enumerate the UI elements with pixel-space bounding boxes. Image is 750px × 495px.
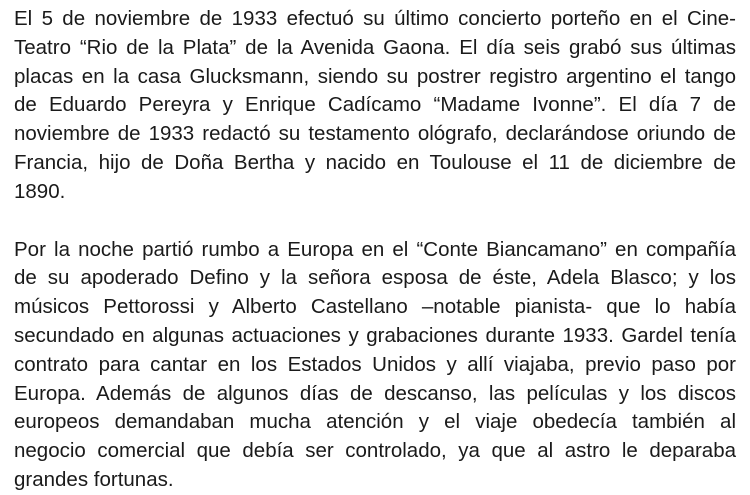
text-line: secundado en algunas actuaciones y grabaciones durante 1933. Gardel tenía	[14, 323, 736, 347]
text-line: de su apoderado Defino y la señora esposa de éste, Adela Blasco; y los	[14, 266, 736, 290]
text-line: noviembre de 1933 redactó su testamento ológrafo, declarándose oriundo de	[14, 122, 736, 146]
text-line: músicos Pettorossi y Alberto Castellano –notable pianista- que lo había	[14, 295, 736, 319]
text-line: El 5 de noviembre de 1933 efectuó su último concierto porteño en el Cine-	[14, 7, 736, 30]
paragraph-1	[14, 5, 736, 207]
text-line: Por la noche partió rumbo a Europa en el “Conte Biancamano” en compañía	[14, 237, 736, 261]
text-line: europeos demandaban mucha atención y el viaje obedecía también al	[14, 410, 736, 434]
document-body	[14, 5, 736, 495]
text-line: contrato para cantar en los Estados Unidos y allí viajaba, previo paso por	[14, 352, 736, 376]
text-line: Francia, hijo de Doña Bertha y nacido en Toulouse el 11 de diciembre de	[14, 150, 736, 174]
text-line: grandes fortunas.	[14, 467, 174, 491]
text-line: negocio comercial que debía ser controlado, ya que al astro le deparaba	[14, 439, 736, 463]
text-line: placas en la casa Glucksmann, siendo su postrer registro argentino el tango	[14, 64, 736, 88]
text-line: Europa. Además de algunos días de descanso, las películas y los discos	[14, 381, 736, 405]
text-line: de Eduardo Pereyra y Enrique Cadícamo “Madame Ivonne”. El día 7 de	[14, 93, 736, 117]
text-line: Teatro “Rio de la Plata” de la Avenida Gaona. El día seis grabó sus últimas	[14, 35, 736, 59]
text-line: 1890.	[14, 179, 66, 203]
paragraph-2	[14, 236, 736, 495]
